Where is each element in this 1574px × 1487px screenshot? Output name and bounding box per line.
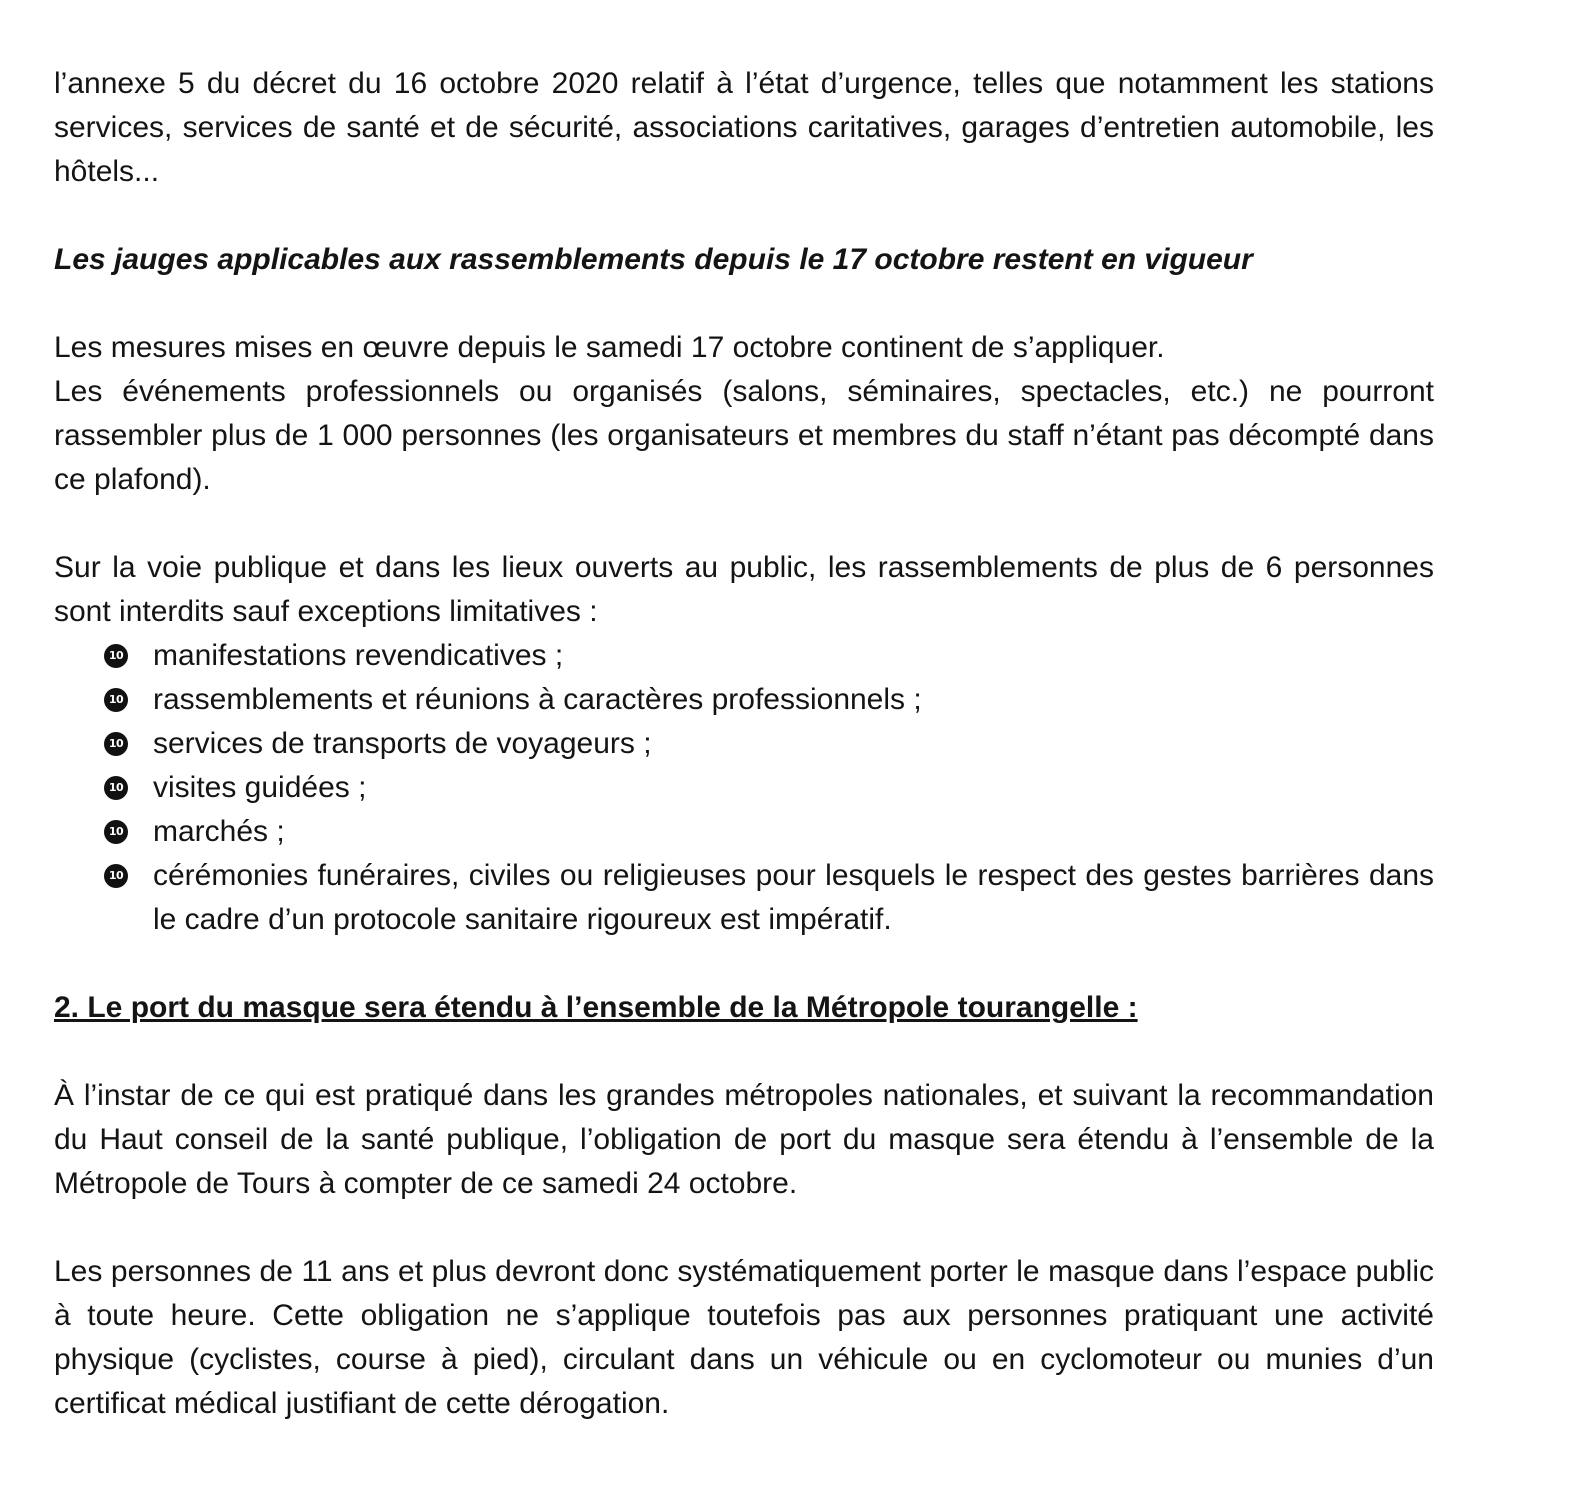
list-item bbox=[54, 854, 1434, 942]
intro-paragraph: l’annexe 5 du décret du 16 octobre 2020 relatif à l’état d’urgence, telles que notamment les stations services, services de santé et de sécurité, associations caritatives, garages d’entretien automobile, les hôtels... bbox=[54, 67, 1434, 188]
gauges-paragraph-measures: Les mesures mises en œuvre depuis le samedi 17 octobre continent de s’appliquer. bbox=[54, 331, 1165, 364]
mask-paragraph-metropole: À l’instar de ce qui est pratiqué dans les grandes métropoles nationales, et suivant la recommandation du Haut conseil de la santé publique, l’obligation de port du masque sera étendu à l’ensemble de la Métropole de Tours à compter de ce samedi 24 octobre. bbox=[54, 1079, 1434, 1200]
numbered-bullet-icon: 10 bbox=[104, 776, 128, 800]
list-item-text: visites guidées ; bbox=[153, 771, 367, 804]
mask-paragraph-obligation: Les personnes de 11 ans et plus devront donc systématiquement porter le masque dans l’espace public à toute heure. Cette obligation ne s’applique toutefois pas aux personnes pratiquant une activité physique (cyclistes, course à pied), circulant dans un véhicule ou en cyclomoteur ou munies d’un certificat médical justifiant de cette dérogation. bbox=[54, 1255, 1434, 1420]
numbered-bullet-icon: 10 bbox=[104, 864, 128, 888]
list-item-text: manifestations revendicatives ; bbox=[153, 639, 564, 672]
list-item-text: services de transports de voyageurs ; bbox=[153, 727, 652, 760]
gauges-heading: Les jauges applicables aux rassemblements depuis le 17 octobre restent en vigueur bbox=[54, 243, 1253, 276]
mask-section-heading: 2. Le port du masque sera étendu à l’ensemble de la Métropole tourangelle : bbox=[54, 991, 1138, 1024]
gauges-paragraph-public-space: Sur la voie publique et dans les lieux ouverts au public, les rassemblements de plus de 6 personnes sont interdits sauf exceptions limitatives : bbox=[54, 551, 1434, 628]
list-item bbox=[54, 678, 1434, 722]
numbered-bullet-icon: 10 bbox=[104, 820, 128, 844]
numbered-bullet-icon: 10 bbox=[104, 732, 128, 756]
list-item bbox=[54, 810, 1434, 854]
numbered-bullet-icon: 10 bbox=[104, 688, 128, 712]
list-item bbox=[54, 766, 1434, 810]
document-page bbox=[54, 62, 1434, 1426]
list-item-text: rassemblements et réunions à caractères professionnels ; bbox=[153, 683, 922, 716]
list-item-text: cérémonies funéraires, civiles ou religieuses pour lesquels le respect des gestes barrières dans le cadre d’un protocole sanitaire rigoureux est impératif. bbox=[153, 859, 1434, 936]
numbered-bullet-icon: 10 bbox=[104, 644, 128, 668]
list-item bbox=[54, 634, 1434, 678]
exceptions-list bbox=[54, 634, 1434, 942]
list-item-text: marchés ; bbox=[153, 815, 285, 848]
list-item bbox=[54, 722, 1434, 766]
gauges-paragraph-events: Les événements professionnels ou organisés (salons, séminaires, spectacles, etc.) ne pourront rassembler plus de 1 000 personnes (les organisateurs et membres du staff n’étant pas décompté dans ce plafond). bbox=[54, 375, 1434, 496]
